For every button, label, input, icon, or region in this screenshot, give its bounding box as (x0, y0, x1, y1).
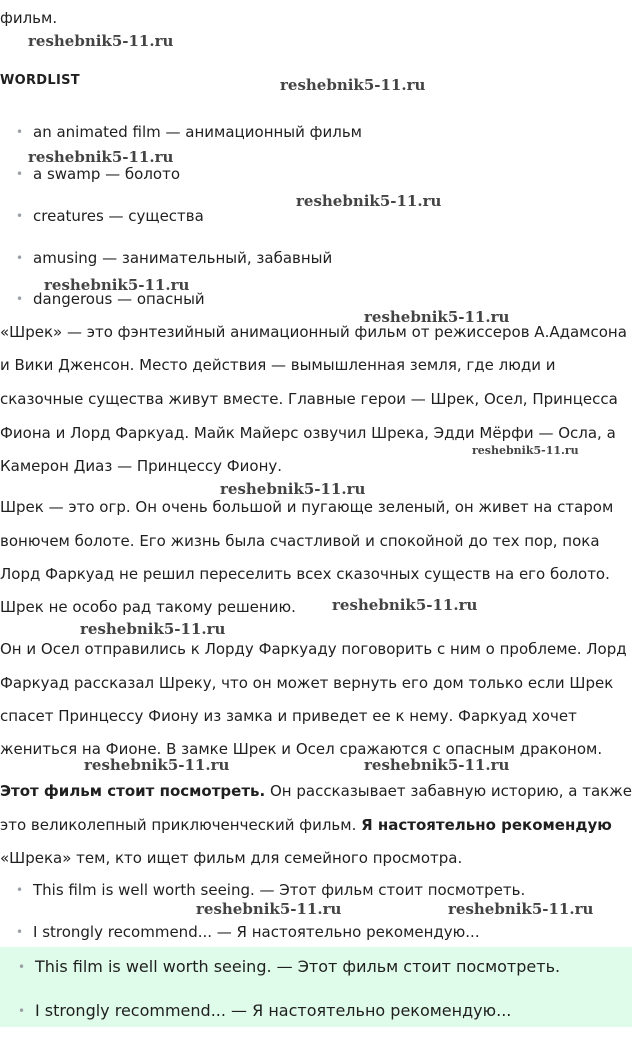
text-line: Он и Осел отправились к Лорду Фаркуаду поговорить с ним о проблеме. Лорд (0, 640, 627, 658)
watermark: reshebnik5-11.ru (84, 756, 230, 774)
closing-line-1: Этот фильм стоит посмотреть. Он рассказывает забавную историю, а также (0, 782, 632, 800)
closing-line-2: это великолепный приключенческий фильм. Я настоятельно рекомендую (0, 816, 612, 834)
closing-line-3: «Шрека» тем, кто ищет фильм для семейного просмотра. (0, 849, 463, 867)
watermark: reshebnik5-11.ru (28, 32, 174, 50)
list-item: • creatures — существа (16, 207, 204, 225)
text-line: спасет Принцессу Фиону из замка и приведет ее к нему. Фаркуад хочет (0, 707, 577, 725)
watermark: reshebnik5-11.ru (448, 900, 594, 918)
list-item: • amusing — занимательный, забавный (16, 249, 332, 267)
text-line: Шрек — это огр. Он очень большой и пугающе зеленый, он живет на старом (0, 498, 614, 516)
phrase-item: • I strongly recommend... — Я настоятельно рекомендую... (16, 923, 480, 941)
text-line: жениться на Фионе. В замке Шрек и Осел сражаются с опасным драконом. (0, 740, 603, 758)
watermark: reshebnik5-11.ru (472, 444, 579, 457)
text-line: Фиона и Лорд Фаркуад. Майк Майерс озвучил Шрека, Эдди Мёрфи — Осла, а (0, 424, 616, 442)
wordlist-heading: WORDLIST (0, 73, 80, 88)
phrase-item: • This film is well worth seeing. — Этот фильм стоит посмотреть. (16, 881, 525, 899)
text-line: и Вики Дженсон. Место действия — вымышленная земля, где люди и (0, 356, 556, 374)
highlight-phrase-item: • This film is well worth seeing. — Этот фильм стоит посмотреть. (18, 957, 560, 976)
watermark: reshebnik5-11.ru (280, 76, 426, 94)
list-item: • dangerous — опасный (16, 290, 205, 308)
text-line: «Шрек» — это фэнтезийный анимационный фильм от режиссеров А.Адамсона (0, 323, 627, 341)
watermark: reshebnik5-11.ru (28, 148, 174, 166)
watermark: reshebnik5-11.ru (332, 596, 478, 614)
text-line: вонючем болоте. Его жизнь была счастливой и спокойной до тех пор, пока (0, 532, 600, 550)
watermark: reshebnik5-11.ru (196, 900, 342, 918)
text-line: Камерон Диаз — Принцессу Фиону. (0, 457, 283, 475)
watermark: reshebnik5-11.ru (220, 480, 366, 498)
list-item: • a swamp — болото (16, 165, 180, 183)
text-line: Шрек не особо рад такому решению. (0, 598, 296, 616)
watermark: reshebnik5-11.ru (44, 276, 190, 294)
watermark: reshebnik5-11.ru (364, 756, 510, 774)
watermark: reshebnik5-11.ru (296, 192, 442, 210)
intro-text: фильм. (0, 9, 58, 27)
text-line: сказочные существа живут вместе. Главные герои — Шрек, Осел, Принцесса (0, 390, 618, 408)
list-item: • an animated film — анимационный фильм (16, 123, 362, 141)
text-line: Фаркуад рассказал Шреку, что он может вернуть его дом только если Шрек (0, 674, 614, 692)
watermark: reshebnik5-11.ru (364, 308, 510, 326)
text-line: Лорд Фаркуад не решил переселить всех сказочных существ на его болото. (0, 565, 610, 583)
highlight-phrase-item: • I strongly recommend... — Я настоятельно рекомендую... (18, 1001, 511, 1020)
watermark: reshebnik5-11.ru (80, 620, 226, 638)
